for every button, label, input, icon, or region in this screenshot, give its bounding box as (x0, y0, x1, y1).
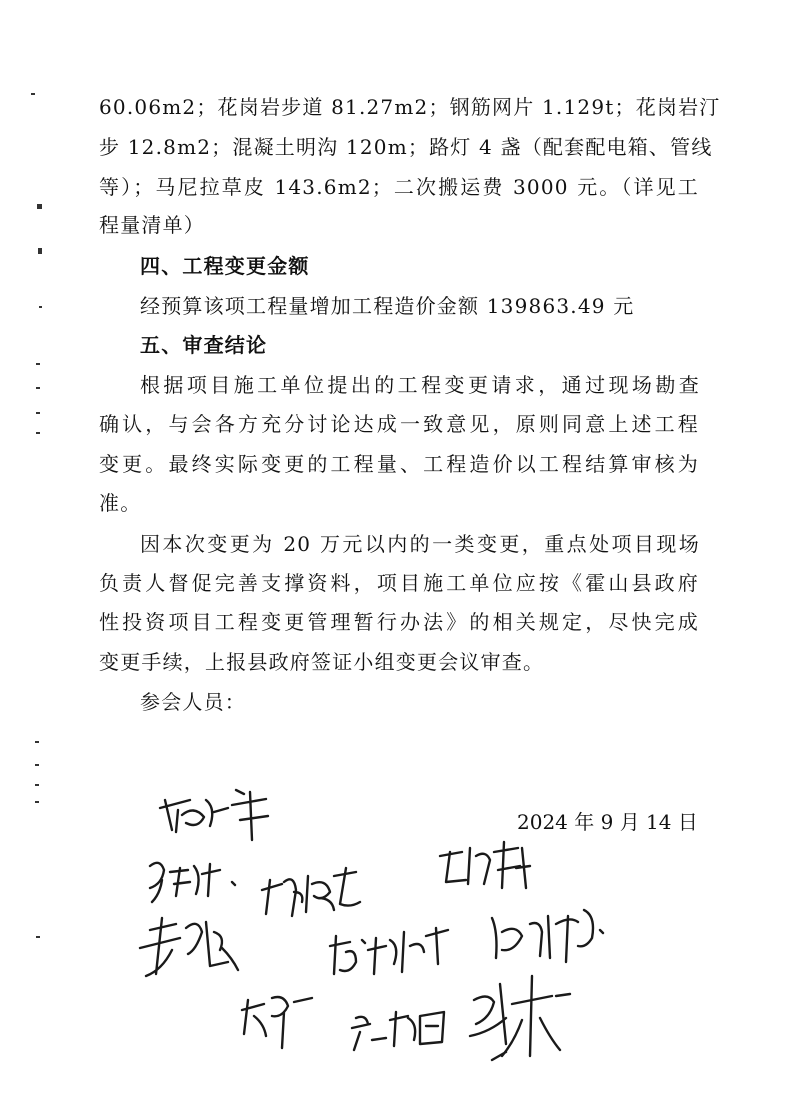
signature-5 (140, 918, 238, 976)
section-5-para1-line-4: 准。 (99, 491, 142, 515)
doc-line-4: 程量清单） (99, 213, 205, 237)
section-5-para2-line-4: 变更手续，上报县政府签证小组变更会议审查。 (99, 650, 545, 674)
signature-9 (352, 1012, 444, 1050)
signature-7 (492, 910, 603, 962)
signature-2 (150, 863, 235, 902)
doc-line-1: 60.06m2；花岗岩步道 81.27m2；钢筋网片 1.129t；花岗岩汀 (99, 95, 721, 119)
signature-1 (160, 790, 268, 840)
signature-4 (440, 842, 530, 888)
signature-6 (330, 928, 448, 974)
section-5-para1-line-1: 根据项目施工单位提出的工程变更请求，通过现场勘查 (140, 373, 700, 397)
section-5-para2-line-1: 因本次变更为 20 万元以内的一类变更，重点处项目现场 (140, 532, 700, 556)
section-5-heading: 五、审查结论 (140, 333, 268, 357)
section-4-text: 经预算该项工程量增加工程造价金额 139863.49 元 (140, 294, 635, 318)
doc-line-2: 步 12.8m2；混凝土明沟 120m；路灯 4 盏（配套配电箱、管线 (99, 135, 713, 159)
document-date: 2024 年 9 月 14 日 (517, 810, 698, 834)
signature-10 (470, 976, 570, 1060)
section-4-heading: 四、工程变更金额 (140, 254, 310, 278)
signature-8 (242, 997, 312, 1048)
section-5-para1-line-3: 变更。最终实际变更的工程量、工程造价以工程结算审核为 (99, 452, 699, 476)
section-5-para2-line-3: 性投资项目工程变更管理暂行办法》的相关规定，尽快完成 (99, 610, 699, 634)
attendees-label: 参会人员： (140, 690, 246, 714)
section-5-para1-line-2: 确认，与会各方充分讨论达成一致意见，原则同意上述工程 (99, 412, 699, 436)
signature-3 (262, 868, 360, 916)
doc-line-3: 等）；马尼拉草皮 143.6m2；二次搬运费 3000 元。（详见工 (99, 175, 699, 199)
section-5-para2-line-2: 负责人督促完善支撑资料，项目施工单位应按《霍山县政府 (99, 571, 699, 595)
